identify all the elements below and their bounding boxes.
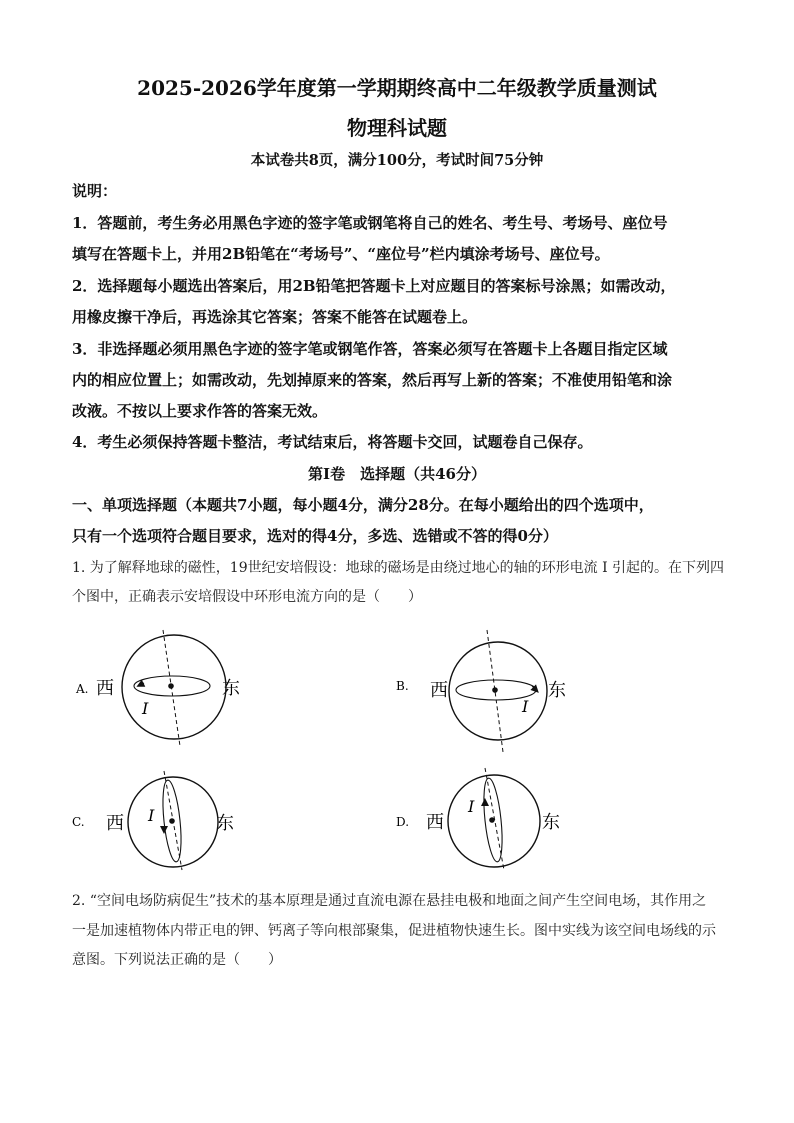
option-label: D.	[396, 815, 410, 829]
option-c-figure	[60, 766, 260, 876]
question-1-text: 1. 为了解释地球的磁性，19世纪安培假设：地球的磁场是由绕过地心的轴的环形电流 I 引起的。在下列四	[72, 560, 725, 576]
instruction-line: 改液。不按以上要求作答的答案无效。	[72, 402, 328, 420]
part-instruction: 一、单项选择题（本题共7小题，每小题4分，满分28分。在每小题给出的四个选项中，	[72, 496, 654, 514]
earth-center	[169, 818, 175, 824]
part-instruction: 只有一个选项符合题目要求，选对的得4分，多选、选错或不答的得0分）	[72, 527, 558, 545]
east-label: 东	[222, 678, 240, 699]
earth-circle	[449, 642, 547, 740]
question-2-text: 2. “空间电场防病促生”技术的基本原理是通过直流电源在悬挂电极和地面之间产生空间电场，其作用之	[72, 893, 707, 909]
earth-center	[492, 687, 498, 693]
west-label: 西	[426, 812, 444, 833]
subject-title: 物理科试题	[347, 116, 447, 140]
section-title: 第I卷 选择题（共46分）	[308, 465, 486, 483]
instruction-line: 1．答题前，考生务必用黑色字迹的签字笔或钢笔将自己的姓名、考生号、考场号、座位号	[72, 214, 668, 232]
instructions-heading: 说明：	[72, 182, 118, 200]
option-label: A.	[76, 682, 89, 696]
instruction-line: 内的相应位置上；如需改动，先划掉原来的答案，然后再写上新的答案；不准使用铅笔和涂	[72, 371, 673, 389]
option-b-figure	[386, 628, 586, 758]
west-label: 西	[106, 813, 124, 834]
earth-center	[168, 683, 174, 689]
instruction-line: 2．选择题每小题选出答案后，用2B铅笔把答题卡上对应题目的答案标号涂黑；如需改动，	[72, 277, 676, 295]
question-2-text: 意图。下列说法正确的是（ ）	[72, 952, 282, 968]
current-label: I	[148, 806, 155, 825]
instruction-line: 4．考生必须保持答题卡整洁，考试结束后，将答题卡交回，试题卷自己保存。	[72, 433, 593, 451]
current-label: I	[142, 699, 149, 718]
exam-title: 2025-2026学年度第一学期期终高中二年级教学质量测试	[137, 76, 657, 100]
option-a-figure	[60, 622, 260, 752]
question-1-text: 个图中，正确表示安培假设中环形电流方向的是（ ）	[72, 589, 422, 605]
option-d-figure	[386, 764, 586, 876]
west-label: 西	[96, 678, 114, 699]
current-label: I	[468, 797, 475, 816]
earth-center	[489, 817, 495, 823]
exam-info: 本试卷共8页，满分100分，考试时间75分钟	[250, 152, 544, 169]
instruction-line: 填写在答题卡上，并用2B铅笔在“考场号”、“座位号”栏内填涂考场号、座位号。	[72, 245, 610, 263]
east-label: 东	[542, 812, 560, 833]
instruction-line: 3．非选择题必须用黑色字迹的签字笔或钢笔作答，答案必须写在答题卡上各题目指定区域	[72, 340, 668, 358]
east-label: 东	[216, 813, 234, 834]
east-label: 东	[548, 680, 566, 701]
current-label: I	[522, 697, 529, 716]
instruction-line: 用橡皮擦干净后，再选涂其它答案；答案不能答在试题卷上。	[72, 308, 478, 326]
question-2-text: 一是加速植物体内带正电的钾、钙离子等向根部聚集，促进植物快速生长。图中实线为该空间电场线的示	[72, 923, 716, 939]
current-arrow	[140, 683, 144, 685]
option-label: B.	[396, 679, 409, 693]
west-label: 西	[430, 680, 448, 701]
option-label: C.	[72, 815, 85, 829]
